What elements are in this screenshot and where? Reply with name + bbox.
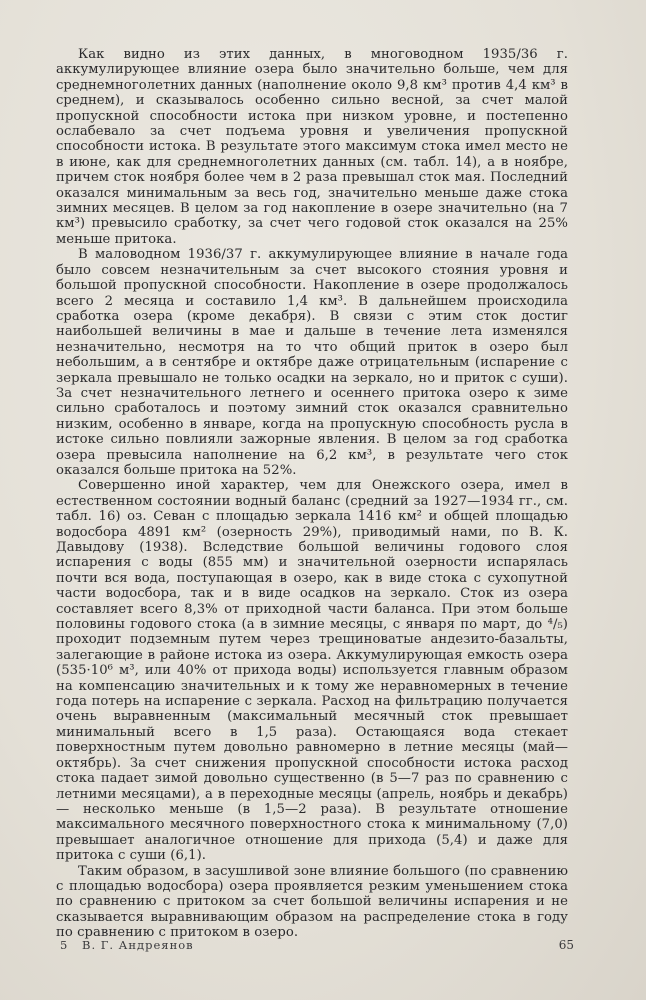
signature-mark: 5 (60, 938, 68, 952)
author-name: В. Г. Андреянов (82, 938, 194, 952)
page-body (56, 47, 568, 941)
paragraph-2: В маловодном 1936/37 г. аккумулирующее влияние в начале года было совсем незначительным за счет высокого стояния уровня и большой пропускной способности. Накопление в озере продолжалось всего 2 месяца и составило 1,4 км³. В дальнейшем происходила сработка озера (кроме декабря). В связи с этим сток достиг наибольшей величины в мае и дальше в течение лета изменялся незначительно, несмотря на то что общий приток в озеро был небольшим, а в сентябре и октябре даже отрицательным (испарение с зеркала превышало не только осадки на зеркало, но и приток с суши). За счет незначительного летнего и осеннего притока озеро к зиме сильно сработалось и поэтому зимний сток оказался сравнительно низким, особенно в январе, когда на пропускную способность русла в истоке сильно повлияли зажорные явления. В целом за год сработка озера превысила наполнение на 6,2 км³, в результате чего сток оказался больше притока на 52%. (56, 247, 568, 478)
paragraph-4: Таким образом, в засушливой зоне влияние большого (по сравнению с площадью водосбора) озера проявляется резким уменьшением стока по сравнению с притоком за счет большой величины испарения и не сказывается выравнивающим образом на распределение стока в году по сравнению с притоком в озеро. (56, 863, 568, 941)
paragraph-1: Как видно из этих данных, в многоводном 1935/36 г. аккумулирующее влияние озера было значительно больше, чем для среднемноголетних данных (наполнение около 9,8 км³ против 4,4 км³ в среднем), и сказывалось особенно сильно весной, за счет малой пропускной способности истока при низком уровне, и постепенно ослабевало за счет подъема уровня и увеличения пропускной способности истока. В результате этого максимум стока имел место не в июне, как для среднемноголетних данных (см. табл. 14), а в ноябре, причем сток ноября более чем в 2 раза превышал сток мая. Последний оказался минимальным за весь год, значительно меньше даже стока зимних месяцев. В целом за год накопление в озере значительно (на 7 км³) превысило сработку, за счет чего годовой сток оказался на 25% меньше притока. (56, 47, 568, 247)
page-number: 65 (558, 938, 574, 952)
page-footer (60, 938, 574, 956)
paragraph-3: Совершенно иной характер, чем для Онежского озера, имел в естественном состоянии водный баланс (средний за 1927—1934 гг., см. табл. 16) оз. Севан с площадью зеркала 1416 км² и общей площадью водосбора 4891 км² (озерность 29%), приводимый нами, по В. К. Давыдову (1938). Вследствие большой величины годового слоя испарения с воды (855 мм) и значительной озерности испарялась почти вся вода, поступающая в озеро, как в виде стока с сухопутной части водосбора, так и в виде осадков на зеркало. Сток из озера составляет всего 8,3% от приходной части баланса. При этом больше половины годового стока (а в зимние месяцы, с января по март, до ⁴/₅) проходит подземным путем через трещиноватые андезито-базальты, залегающие в районе истока из озера. Аккумулирующая емкость озера (535·10⁶ м³, или 40% от прихода воды) используется главным образом на компенсацию значительных и к тому же неравномерных в течение года потерь на испарение с зеркала. Расход на фильтрацию получается очень выравненным (максимальный месячный сток превышает минимальный всего в 1,5 раза). Остающаяся вода стекает поверхностным путем довольно равномерно в летние месяцы (май—октябрь). За счет снижения пропускной способности истока расход стока падает зимой довольно существенно (в 5—7 раз по сравнению с летними месяцами), а в переходные месяцы (апрель, ноябрь и декабрь) — несколько меньше (в 1,5—2 раза). В результате отношение максимального месячного поверхностного стока к минимальному (7,0) превышает аналогичное отношение для прихода (5,4) и даже для притока с суши (6,1). (56, 478, 568, 864)
